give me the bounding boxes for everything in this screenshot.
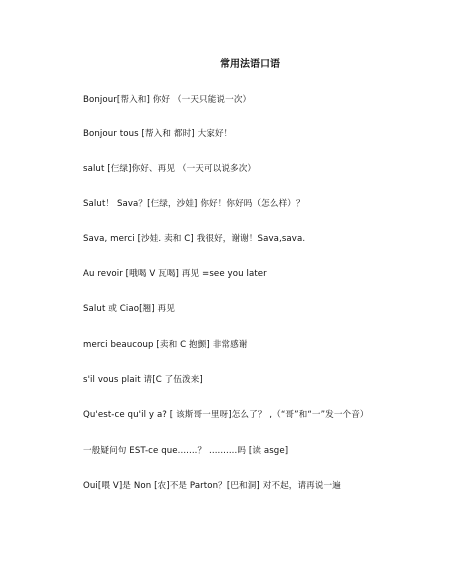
phrase-line: 一般疑问句 EST-ce que.......？ ..........吗 [读 asge] [83,446,289,456]
phrase-line: Oui[喂 V]是 Non [农]不是 Parton？[巴和洞] 对不起，请再说一遍 [83,481,341,491]
phrase-line: Salut 或 Ciao[翘] 再见 [83,304,175,314]
phrase-line: Bonjour tous [帮入和 都时] 大家好！ [83,129,233,139]
phrase-line: Sava, merci [沙娃. 卖和 C] 我很好，谢谢！Sava,sava. [83,234,306,244]
phrase-line: Au revoir [哦喝 V 瓦喝] 再见 =see you later [83,269,267,279]
phrase-line: Bonjour[帮入和] 你好 （一天只能说一次） [83,95,252,105]
phrase-line: Salut！ Sava？[仨绿，沙娃] 你好！你好吗（怎么样）？ [83,199,305,209]
document-title: 常用法语口语 [220,59,280,70]
phrase-line: merci beaucoup [卖和 C 抱颤] 非常感谢 [83,340,248,350]
phrase-line: salut [仨绿]你好、再见 （一天可以说多次） [83,164,257,174]
phrase-line: s'il vous plait 请[C 了伍泼来] [83,375,203,385]
phrase-line: Qu'est-ce qu'il y a? [ 该斯哥一里呀]怎么了？ ,（“哥”和“一”发一个音） [83,410,369,420]
